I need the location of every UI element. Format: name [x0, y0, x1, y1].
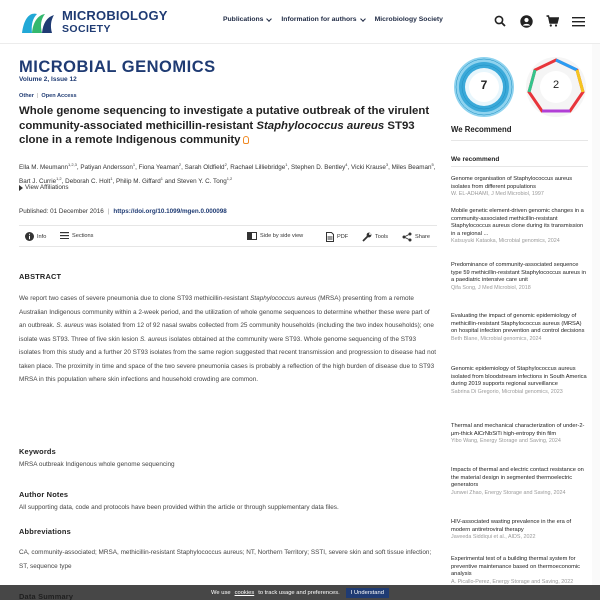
author-name[interactable]: Philip M. Giffard [116, 178, 161, 186]
open-access-label: Open Access [41, 93, 77, 99]
recommendation-item[interactable] [451, 208, 588, 246]
author-name[interactable]: Deborah C. Holt [65, 178, 111, 186]
recommendation-meta: Sabrina Di Gregorio, Microbial genomics, 2023 [451, 388, 563, 395]
abstract-text-3: was isolated from 12 of 92 nasal swabs collected from 25 community households (including the two index households); one isolate was ST93. Three of five skin lesion [19, 322, 434, 343]
share-label: Share [415, 234, 430, 240]
divider [451, 140, 588, 141]
society-logo-mark [18, 6, 58, 38]
cookies-link[interactable]: cookies [234, 589, 255, 596]
pdf-icon [326, 232, 334, 242]
recommendation-item[interactable] [451, 366, 588, 396]
abbreviations-heading: Abbreviations [19, 527, 71, 536]
nav-info-authors-label: Information for authors [281, 16, 357, 23]
we-recommend-subheading: We recommend [451, 156, 500, 163]
doi-link[interactable]: https://doi.org/10.1099/mgen.0.000098 [113, 208, 227, 215]
author-affiliation-marker: 1,2 [226, 176, 233, 182]
info-button[interactable] [25, 232, 46, 241]
author-affiliation-marker: 5 [431, 162, 434, 167]
nav-society-label: Microbiology Society [374, 16, 443, 23]
tools-label: Tools [375, 234, 389, 240]
author-name[interactable]: Sarah Oldfield [184, 164, 225, 172]
author-affiliation-marker: 1,2 [56, 176, 62, 182]
abstract-text-2: (MRSA) presenting from a remote Australian Indigenous community within a 2-week period, and the utilization of whole genome sequences to determine whether these were part of an outbreak. [19, 295, 430, 329]
cookie-banner [0, 585, 600, 600]
title-part-1: Whole genome sequencing to investigate a putative outbreak of the virulent community-associated methicillin-resistant [19, 105, 430, 132]
citation-metric-badge[interactable] [453, 56, 515, 118]
nav-publications-label: Publications [223, 16, 264, 23]
author-name[interactable]: Vicki Krause [351, 164, 386, 172]
recommendation-title[interactable]: Evaluating the impact of genomic epidemiology of methicillin-resistant Staphylococcus aureus (MRSA) on hospital infection prevention and control decisions [451, 313, 585, 335]
abstract-species-2: S. aureus [56, 322, 84, 329]
nav-information-for-authors[interactable] [281, 16, 364, 23]
author-name[interactable]: Rachael Lilliebridge [230, 164, 286, 172]
author-notes-text: All supporting data, code and protocols have been provided within the article or through supplementary data files. [19, 504, 339, 511]
side-by-side-button[interactable] [247, 232, 303, 240]
recommendation-meta: Junwei Zhao, Energy Storage and Saving, 2024 [451, 489, 566, 496]
recommendation-meta: Javeeda Siddiqui et al., AIDS, 2022 [451, 534, 536, 541]
open-access-lock-icon [243, 136, 249, 144]
view-affiliations-label: View Affiliations [25, 184, 69, 191]
title-part-2: ST93 clone in a remote Indigenous community [19, 119, 415, 146]
author-affiliation-marker: 2 [178, 162, 182, 167]
scrollbar[interactable] [592, 44, 600, 585]
recommendation-item[interactable] [451, 423, 588, 446]
pdf-label: PDF [337, 234, 349, 240]
microbiology-society-logo[interactable] [18, 6, 168, 38]
abstract-heading: ABSTRACT [19, 272, 62, 281]
publication-info: Published: 01 December 2016 | https://doi.org/10.1099/mgen.0.000098 [19, 208, 227, 215]
recommendation-meta: Qifa Song, J Med Microbiol, 2018 [451, 284, 531, 291]
author-name[interactable]: Bart J. Currie [19, 178, 57, 186]
recommendation-meta: Yibo Wang, Energy Storage and Saving, 2024 [451, 438, 561, 445]
list-icon [60, 232, 69, 239]
wrench-icon [362, 232, 372, 242]
cookie-text-pre: We use [211, 589, 231, 596]
author-name[interactable]: Miles Beaman [391, 164, 432, 172]
author-name[interactable]: Fiona Yeaman [138, 164, 179, 172]
author-affiliation-marker: 3 [385, 162, 389, 167]
citation-count: 7 [480, 78, 488, 92]
article-toolbar [19, 225, 437, 247]
author-affiliation-marker: 1 [110, 176, 113, 182]
recommendation-item[interactable] [451, 262, 588, 292]
recommendation-title[interactable]: Mobile genetic element-driven genomic changes in a community-associated methicillin-resistant Staphylococcus aureus clone during its transmission in a regional ... [451, 208, 584, 237]
recommendation-item[interactable] [451, 556, 588, 586]
logo-line-1: MICROBIOLOGY [62, 8, 168, 24]
account-icon[interactable] [518, 13, 534, 29]
keywords-heading: Keywords [19, 447, 56, 456]
author-affiliation-marker: 1 [132, 162, 136, 167]
recommendation-meta: Beth Blane, Microbial genomics, 2024 [451, 335, 542, 342]
pdf-button[interactable] [326, 232, 348, 242]
volume-issue[interactable]: Volume 2, Issue 12 [19, 76, 77, 83]
site-header [0, 0, 600, 44]
author-affiliation-marker: 4 [345, 162, 348, 167]
info-label: Info [37, 233, 47, 240]
chevron-down-icon [267, 16, 273, 22]
abstract-species-1: Staphylococcus aureus [250, 295, 317, 302]
caret-right-icon [19, 185, 23, 191]
search-icon[interactable] [492, 13, 508, 29]
recommendation-title[interactable]: Genomic epidemiology of Staphylococcus aureus isolated from bloodstream infections in South America during 2019 supports regional surveillance [451, 366, 587, 388]
recommendation-title[interactable]: Experimental test of a building thermal system for preventive maintenance based on thermoeconomic analysis [451, 556, 580, 578]
author-name[interactable]: Stephen D. Bentley [291, 164, 346, 172]
recommendation-item[interactable] [451, 176, 588, 199]
cookie-text-post: to track usage and preferences. [258, 589, 340, 596]
title-species: Staphylococcus aureus [256, 119, 385, 132]
share-button[interactable] [402, 232, 430, 242]
author-list: Ella M. Meumann$^{1,2,3}$, Patiyan Andersson$^1$, Fiona Yeaman$^2$, Sarah Oldfield$^2$, Rachael Lilliebridge$^1$, Stephen D. Bentley$^4$, Vicki Krause$^3$, Miles Beaman$^5$, Bart J. Currie$^{1,2}$, Deborah C. Holt$^1$, Philip M. Giffard$^1$ and Steven Y. C. Tong$^{1,2}$ [19, 162, 436, 186]
author-affiliation-marker: 1 [285, 162, 288, 167]
abstract-text-1: We report two cases of severe pneumonia due to clone ST93 methicillin-resistant [19, 295, 251, 302]
author-notes-heading: Author Notes [19, 490, 69, 499]
recommendation-title[interactable]: Thermal and mechanical characterization of under-2-μm-thick AlCrNbSiTi high-entropy thin film [451, 423, 585, 437]
journal-title[interactable]: MICROBIAL GENOMICS [19, 58, 216, 76]
article-type: Other [19, 93, 34, 99]
tools-button[interactable] [362, 232, 388, 242]
divider [451, 166, 588, 167]
sections-label: Sections [72, 232, 94, 239]
side-by-side-label: Side by side view [260, 233, 304, 239]
we-recommend-heading: We Recommend [451, 125, 512, 134]
recommendation-meta: Katsuyuki Kataoka, Microbial genomics, 2024 [451, 238, 560, 245]
abbreviations-text: CA, community-associated; MRSA, methicillin-resistant Staphylococcus aureus; NT, Northern Territory; SSTI, severe skin and soft tissue infection; ST, sequence type [19, 549, 432, 570]
logo-line-2: SOCIETY [62, 23, 111, 36]
published-date: Published: 01 December 2016 [19, 208, 104, 215]
abstract-text-4: isolates obtained at the community were ST93. Whole genome sequencing of the ST93 isolates from this study and a further 20 ST93 isolates from the same region suggested that recent transmission and progression to disease had not taken place. The proximity in time and space of the two severe pneumonia cases is probably a reflection of the high burden of disease due to ST93 MRSA in this population where skin infections and household crowding are common. [19, 335, 437, 383]
keywords-text: MRSA outbreak Indigenous whole genome sequencing [19, 461, 175, 468]
nav-publications[interactable] [223, 16, 271, 23]
main-nav [223, 16, 443, 23]
recommendation-item[interactable] [451, 467, 588, 497]
chevron-down-icon [360, 16, 366, 22]
recommendation-item[interactable] [451, 313, 588, 343]
article-title [19, 104, 437, 148]
recommendation-meta: A. Picallo-Perez, Energy Storage and Saving, 2022 [451, 578, 574, 585]
view-affiliations-toggle[interactable] [19, 184, 69, 191]
altmetric-badge[interactable] [525, 56, 587, 118]
abstract-body [19, 292, 437, 387]
nav-microbiology-society[interactable] [375, 16, 443, 23]
recommendation-title[interactable]: Genome organisation of Staphylococcus aureus isolates from different populations [451, 176, 573, 190]
side-by-side-icon [247, 232, 257, 240]
cart-icon[interactable] [544, 13, 560, 29]
abstract-species-3: S. aureus [140, 335, 168, 343]
article-type-row: Other | Open Access [19, 93, 77, 99]
cookie-accept-button[interactable]: I Understand [346, 588, 389, 598]
recommendation-title[interactable]: Impacts of thermal and electric contact resistance on the material design in segmented thermoelectric generators [451, 467, 584, 489]
author-affiliation-marker: 2 [224, 162, 227, 167]
authors-conjunction: and [164, 178, 176, 186]
info-icon [25, 232, 34, 241]
share-icon [402, 232, 412, 242]
menu-icon[interactable] [570, 13, 586, 29]
author-name[interactable]: Ella M. Meumann [19, 164, 68, 172]
recommendation-title[interactable]: HIV-associated wasting prevalence in the era of modern antiretroviral therapy [451, 519, 572, 533]
author-affiliation-marker: 1,2,3 [68, 162, 77, 167]
recommendation-meta: W. EL-ADHAMI, J Med Microbiol, 1997 [451, 191, 544, 198]
altmetric-score: 2 [552, 79, 560, 91]
recommendation-item[interactable] [451, 519, 588, 542]
sections-button[interactable] [60, 232, 93, 239]
recommendation-title[interactable]: Predominance of community-associated sequence type 59 methicillin-resistant Staphylococcus aureus in a paediatric intensive care unit [451, 262, 586, 284]
author-affiliation-marker: 1 [160, 176, 163, 182]
author-name[interactable]: Patiyan Andersson [80, 164, 133, 172]
author-name[interactable]: Steven Y. C. Tong [176, 178, 227, 186]
